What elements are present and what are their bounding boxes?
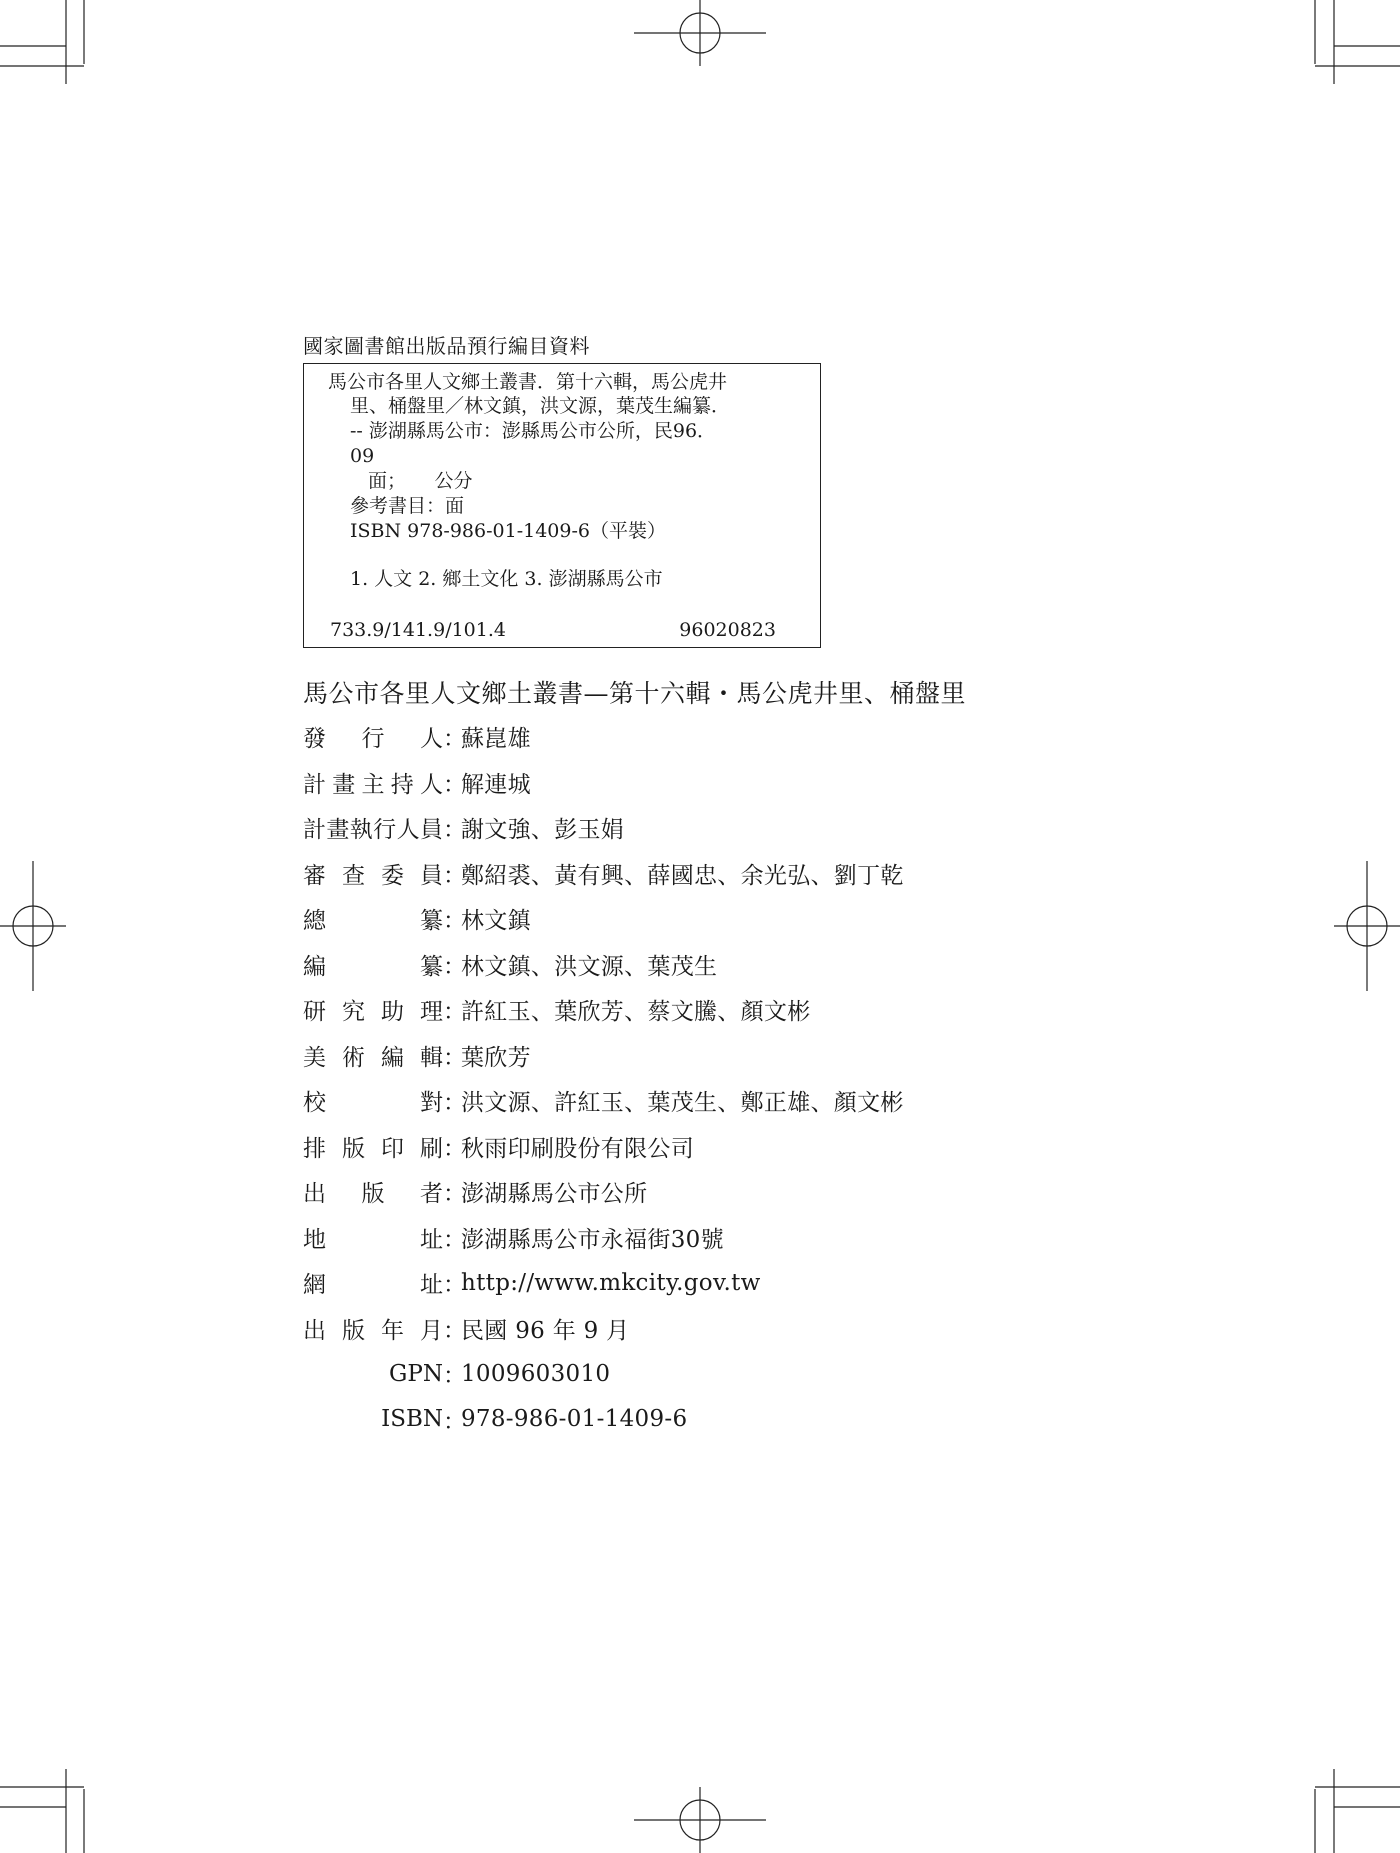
credit-value: 謝文強、彭玉娟 xyxy=(461,817,625,844)
credit-label-char: 者 xyxy=(420,1181,443,1208)
credit-label-char: 年 xyxy=(381,1317,404,1344)
credit-label-char: 執 xyxy=(349,817,373,844)
credit-colon: ： xyxy=(443,1408,466,1435)
credit-label-char: 計 xyxy=(303,771,326,798)
credit-row xyxy=(303,1169,1203,1215)
credit-colon: ： xyxy=(443,953,466,980)
credit-label-char: 址 xyxy=(420,1272,443,1299)
credit-colon: ： xyxy=(443,1135,466,1162)
credit-label-char: 人 xyxy=(396,817,420,844)
credit-label-char: 員 xyxy=(420,862,443,889)
credit-row xyxy=(303,1397,1203,1443)
credit-value: 澎湖縣馬公市公所 xyxy=(461,1181,648,1208)
credit-row xyxy=(303,760,1203,806)
credit-label xyxy=(303,1361,443,1387)
credit-row xyxy=(303,1351,1203,1397)
credit-label-char: 發 xyxy=(303,726,326,753)
credit-row xyxy=(303,1260,1203,1306)
credit-value: 林文鎮、洪文源、葉茂生 xyxy=(461,953,718,980)
credit-row xyxy=(303,1306,1203,1352)
credit-label-char: 出 xyxy=(303,1317,326,1344)
credit-label xyxy=(303,766,443,799)
cip-line: 09 xyxy=(350,445,375,467)
credit-label xyxy=(303,1130,443,1163)
cip-line: ISBN 978-986-01-1409-6（平裝） xyxy=(350,520,666,542)
credits-list xyxy=(303,714,1203,1442)
credit-row xyxy=(303,1033,1203,1079)
credit-label-char: 行 xyxy=(361,726,385,753)
credit-label xyxy=(303,1084,443,1117)
credit-label-char: 纂 xyxy=(420,908,443,935)
credit-label xyxy=(303,1406,443,1432)
credit-label xyxy=(303,1312,443,1345)
credit-label-char: 理 xyxy=(420,999,443,1026)
credit-row xyxy=(303,1215,1203,1261)
credit-colon: ： xyxy=(443,908,466,935)
cip-line: 1. 人文 2. 鄉土文化 3. 澎湖縣馬公市 xyxy=(350,568,663,590)
credit-label-char: ISBN xyxy=(381,1406,443,1433)
credit-value: 民國 96 年 9 月 xyxy=(461,1317,630,1344)
credit-label xyxy=(303,993,443,1026)
credit-label xyxy=(303,857,443,890)
credit-label-char: 術 xyxy=(342,1044,365,1071)
credit-label-char: 版 xyxy=(361,1181,385,1208)
credit-label-char: 究 xyxy=(342,999,365,1026)
credit-label-char: 校 xyxy=(303,1090,326,1117)
credit-value: http://www.mkcity.gov.tw xyxy=(461,1269,761,1296)
cip-heading: 國家圖書館出版品預行編目資料 xyxy=(303,334,590,358)
credit-colon: ： xyxy=(443,1317,466,1344)
credit-colon: ： xyxy=(443,1363,466,1390)
credit-label-char: 畫 xyxy=(326,817,350,844)
cip-data-box xyxy=(303,363,821,648)
credit-label-char: 行 xyxy=(373,817,397,844)
credit-label-char: 計 xyxy=(303,817,326,844)
credit-row xyxy=(303,1078,1203,1124)
credit-label xyxy=(303,811,443,844)
credit-row xyxy=(303,714,1203,760)
credit-label-char: 人 xyxy=(420,726,443,753)
credit-label-char: 編 xyxy=(303,953,326,980)
credit-label-char: 查 xyxy=(342,862,365,889)
credit-value: 葉欣芳 xyxy=(461,1044,531,1071)
credit-label-char: 畫 xyxy=(332,771,356,798)
credit-row xyxy=(303,987,1203,1033)
credit-row xyxy=(303,896,1203,942)
credit-colon: ： xyxy=(443,771,466,798)
credit-label xyxy=(303,1266,443,1299)
credit-colon: ： xyxy=(443,999,466,1026)
credit-label-char: 址 xyxy=(420,1226,443,1253)
credit-colon: ： xyxy=(443,1090,466,1117)
credit-label-char: 助 xyxy=(381,999,404,1026)
credit-colon: ： xyxy=(443,862,466,889)
credit-label xyxy=(303,902,443,935)
credit-label-char: 主 xyxy=(361,771,385,798)
credit-label-char: 版 xyxy=(342,1317,365,1344)
cip-line: -- 澎湖縣馬公市：澎縣馬公市公所，民96． xyxy=(350,420,717,442)
credit-row xyxy=(303,1124,1203,1170)
credit-label xyxy=(303,1221,443,1254)
credit-label-char: 總 xyxy=(303,908,326,935)
credit-label-char: 審 xyxy=(303,862,326,889)
cip-line: 馬公市各里人文鄉土叢書．第十六輯，馬公虎井 xyxy=(328,371,728,393)
credit-value: 1009603010 xyxy=(461,1360,611,1387)
cip-line: 里、桶盤里／林文鎮，洪文源，葉茂生編纂． xyxy=(350,395,731,417)
credit-value: 978-986-01-1409-6 xyxy=(461,1406,688,1433)
credit-value: 蘇崑雄 xyxy=(461,726,531,753)
credit-label-char: 出 xyxy=(303,1181,326,1208)
credit-colon: ： xyxy=(443,1272,466,1299)
cip-line: 參考書目：面 xyxy=(350,495,465,517)
credit-label-char: 印 xyxy=(381,1135,404,1162)
credit-label-char: 人 xyxy=(420,771,443,798)
credit-label-char: 網 xyxy=(303,1272,326,1299)
book-title: 馬公市各里人文鄉土叢書—第十六輯・馬公虎井里、桶盤里 xyxy=(303,679,967,708)
credit-label-char: 美 xyxy=(303,1044,326,1071)
cip-record-number: 96020823 xyxy=(679,619,776,641)
credit-label-char: 排 xyxy=(303,1135,326,1162)
credit-value: 澎湖縣馬公市永福街30號 xyxy=(461,1226,724,1253)
credit-row xyxy=(303,805,1203,851)
credit-colon: ： xyxy=(443,817,466,844)
credit-label-char: 纂 xyxy=(420,953,443,980)
credit-label-char: 研 xyxy=(303,999,326,1026)
credit-label-char: 版 xyxy=(342,1135,365,1162)
cip-line: 面； 公分 xyxy=(368,470,473,492)
credit-label-char: 員 xyxy=(419,817,443,844)
credit-row xyxy=(303,851,1203,897)
credit-label xyxy=(303,1039,443,1072)
credit-value: 洪文源、許紅玉、葉茂生、鄭正雄、顏文彬 xyxy=(461,1090,904,1117)
credit-colon: ： xyxy=(443,1181,466,1208)
credit-value: 解連城 xyxy=(461,771,531,798)
credit-value: 林文鎮 xyxy=(461,908,531,935)
credit-label-char: 編 xyxy=(381,1044,404,1071)
credit-label xyxy=(303,1175,443,1208)
credit-label-char: 對 xyxy=(420,1090,443,1117)
credit-label xyxy=(303,948,443,981)
credit-value: 許紅玉、葉欣芳、蔡文騰、顏文彬 xyxy=(461,999,811,1026)
credit-label-char: 委 xyxy=(381,862,404,889)
credit-value: 鄭紹裘、黃有興、薛國忠、余光弘、劉丁乾 xyxy=(461,862,904,889)
credit-label-char: 月 xyxy=(420,1317,443,1344)
credit-label-char: 刷 xyxy=(420,1135,443,1162)
credit-label-char: 地 xyxy=(303,1226,326,1253)
credit-colon: ： xyxy=(443,1226,466,1253)
credit-label xyxy=(303,720,443,753)
cip-call-number: 733.9/141.9/101.4 xyxy=(330,619,506,641)
credit-label-char: 持 xyxy=(390,771,414,798)
credit-row xyxy=(303,942,1203,988)
credit-colon: ： xyxy=(443,1044,466,1071)
credit-label-char: 輯 xyxy=(420,1044,443,1071)
credit-value: 秋雨印刷股份有限公司 xyxy=(461,1135,694,1162)
credit-label-char: GPN xyxy=(389,1360,443,1387)
credit-colon: ： xyxy=(443,726,466,753)
